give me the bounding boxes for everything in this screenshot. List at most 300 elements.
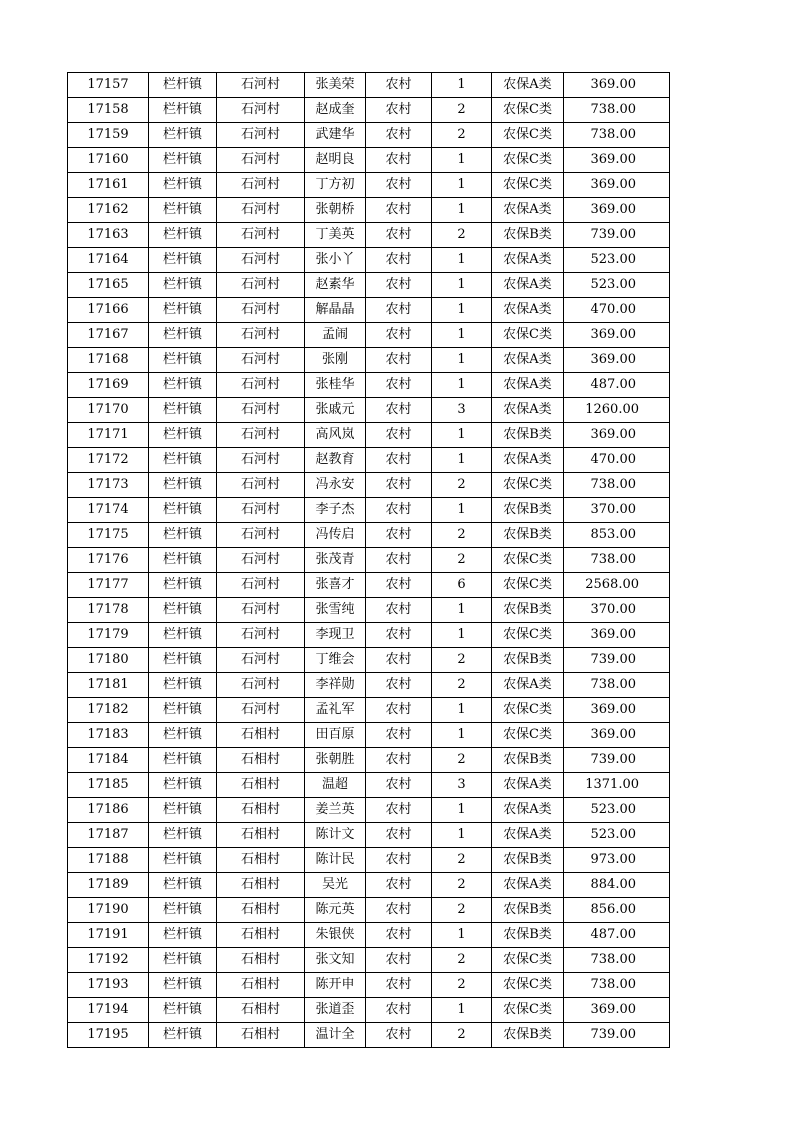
name-cell: 解晶晶	[305, 298, 366, 323]
type-cell: 农村	[366, 248, 432, 273]
type-cell: 农村	[366, 998, 432, 1023]
amount-cell: 523.00	[564, 248, 670, 273]
amount-cell: 2568.00	[564, 573, 670, 598]
type-cell: 农村	[366, 698, 432, 723]
village-cell: 石河村	[217, 673, 305, 698]
table-row	[68, 548, 670, 573]
serial-cell: 17166	[68, 298, 149, 323]
amount-cell: 369.00	[564, 323, 670, 348]
serial-cell: 17158	[68, 98, 149, 123]
category-cell: 农保C类	[492, 948, 564, 973]
village-cell: 石相村	[217, 748, 305, 773]
name-cell: 张桂华	[305, 373, 366, 398]
table-row	[68, 148, 670, 173]
type-cell: 农村	[366, 348, 432, 373]
town-cell: 栏杆镇	[149, 673, 217, 698]
count-cell: 1	[432, 798, 492, 823]
table-row	[68, 348, 670, 373]
town-cell: 栏杆镇	[149, 873, 217, 898]
amount-cell: 370.00	[564, 498, 670, 523]
category-cell: 农保C类	[492, 623, 564, 648]
count-cell: 2	[432, 123, 492, 148]
serial-cell: 17190	[68, 898, 149, 923]
category-cell: 农保B类	[492, 1023, 564, 1048]
count-cell: 2	[432, 648, 492, 673]
serial-cell: 17167	[68, 323, 149, 348]
serial-cell: 17182	[68, 698, 149, 723]
serial-cell: 17192	[68, 948, 149, 973]
count-cell: 1	[432, 723, 492, 748]
serial-cell: 17180	[68, 648, 149, 673]
name-cell: 张朝桥	[305, 198, 366, 223]
amount-cell: 369.00	[564, 148, 670, 173]
type-cell: 农村	[366, 848, 432, 873]
count-cell: 1	[432, 448, 492, 473]
category-cell: 农保A类	[492, 248, 564, 273]
table-row	[68, 373, 670, 398]
type-cell: 农村	[366, 773, 432, 798]
type-cell: 农村	[366, 748, 432, 773]
count-cell: 2	[432, 523, 492, 548]
type-cell: 农村	[366, 473, 432, 498]
type-cell: 农村	[366, 798, 432, 823]
name-cell: 李子杰	[305, 498, 366, 523]
village-cell: 石相村	[217, 948, 305, 973]
town-cell: 栏杆镇	[149, 923, 217, 948]
category-cell: 农保B类	[492, 898, 564, 923]
category-cell: 农保A类	[492, 823, 564, 848]
village-cell: 石河村	[217, 623, 305, 648]
count-cell: 1	[432, 373, 492, 398]
type-cell: 农村	[366, 648, 432, 673]
amount-cell: 369.00	[564, 348, 670, 373]
name-cell: 张小丫	[305, 248, 366, 273]
type-cell: 农村	[366, 673, 432, 698]
type-cell: 农村	[366, 98, 432, 123]
type-cell: 农村	[366, 448, 432, 473]
amount-cell: 369.00	[564, 623, 670, 648]
type-cell: 农村	[366, 223, 432, 248]
serial-cell: 17183	[68, 723, 149, 748]
count-cell: 1	[432, 248, 492, 273]
serial-cell: 17184	[68, 748, 149, 773]
amount-cell: 369.00	[564, 723, 670, 748]
type-cell: 农村	[366, 573, 432, 598]
town-cell: 栏杆镇	[149, 123, 217, 148]
name-cell: 温超	[305, 773, 366, 798]
name-cell: 孟闹	[305, 323, 366, 348]
type-cell: 农村	[366, 923, 432, 948]
serial-cell: 17159	[68, 123, 149, 148]
category-cell: 农保C类	[492, 473, 564, 498]
serial-cell: 17168	[68, 348, 149, 373]
name-cell: 丁方初	[305, 173, 366, 198]
serial-cell: 17162	[68, 198, 149, 223]
town-cell: 栏杆镇	[149, 298, 217, 323]
village-cell: 石相村	[217, 723, 305, 748]
table-row	[68, 198, 670, 223]
amount-cell: 856.00	[564, 898, 670, 923]
serial-cell: 17178	[68, 598, 149, 623]
name-cell: 陈开申	[305, 973, 366, 998]
type-cell: 农村	[366, 1023, 432, 1048]
name-cell: 田百原	[305, 723, 366, 748]
town-cell: 栏杆镇	[149, 398, 217, 423]
table-row	[68, 998, 670, 1023]
town-cell: 栏杆镇	[149, 773, 217, 798]
village-cell: 石河村	[217, 298, 305, 323]
village-cell: 石相村	[217, 773, 305, 798]
category-cell: 农保A类	[492, 448, 564, 473]
village-cell: 石河村	[217, 523, 305, 548]
town-cell: 栏杆镇	[149, 348, 217, 373]
village-cell: 石河村	[217, 148, 305, 173]
town-cell: 栏杆镇	[149, 498, 217, 523]
town-cell: 栏杆镇	[149, 173, 217, 198]
table-row	[68, 173, 670, 198]
amount-cell: 739.00	[564, 648, 670, 673]
village-cell: 石河村	[217, 598, 305, 623]
table-row	[68, 98, 670, 123]
amount-cell: 739.00	[564, 748, 670, 773]
count-cell: 1	[432, 73, 492, 98]
village-cell: 石河村	[217, 573, 305, 598]
category-cell: 农保C类	[492, 548, 564, 573]
category-cell: 农保A类	[492, 373, 564, 398]
name-cell: 冯传启	[305, 523, 366, 548]
category-cell: 农保C类	[492, 323, 564, 348]
village-cell: 石河村	[217, 498, 305, 523]
town-cell: 栏杆镇	[149, 973, 217, 998]
name-cell: 陈计文	[305, 823, 366, 848]
village-cell: 石相村	[217, 1023, 305, 1048]
type-cell: 农村	[366, 498, 432, 523]
data-table	[67, 72, 670, 1048]
village-cell: 石相村	[217, 848, 305, 873]
amount-cell: 369.00	[564, 423, 670, 448]
name-cell: 陈元英	[305, 898, 366, 923]
table-row	[68, 398, 670, 423]
table-row	[68, 823, 670, 848]
town-cell: 栏杆镇	[149, 598, 217, 623]
town-cell: 栏杆镇	[149, 848, 217, 873]
count-cell: 1	[432, 823, 492, 848]
category-cell: 农保B类	[492, 223, 564, 248]
village-cell: 石河村	[217, 473, 305, 498]
amount-cell: 853.00	[564, 523, 670, 548]
category-cell: 农保B类	[492, 848, 564, 873]
name-cell: 赵成奎	[305, 98, 366, 123]
table-row	[68, 773, 670, 798]
amount-cell: 738.00	[564, 973, 670, 998]
village-cell: 石河村	[217, 348, 305, 373]
category-cell: 农保B类	[492, 523, 564, 548]
town-cell: 栏杆镇	[149, 198, 217, 223]
serial-cell: 17179	[68, 623, 149, 648]
type-cell: 农村	[366, 723, 432, 748]
name-cell: 张朝胜	[305, 748, 366, 773]
name-cell: 冯永安	[305, 473, 366, 498]
category-cell: 农保B类	[492, 498, 564, 523]
amount-cell: 369.00	[564, 173, 670, 198]
table-body	[68, 73, 670, 1048]
count-cell: 2	[432, 673, 492, 698]
amount-cell: 523.00	[564, 798, 670, 823]
name-cell: 张文知	[305, 948, 366, 973]
table-row	[68, 523, 670, 548]
table-row	[68, 223, 670, 248]
category-cell: 农保C类	[492, 973, 564, 998]
table-row	[68, 973, 670, 998]
category-cell: 农保C类	[492, 573, 564, 598]
table-row	[68, 748, 670, 773]
village-cell: 石河村	[217, 123, 305, 148]
name-cell: 李现卫	[305, 623, 366, 648]
town-cell: 栏杆镇	[149, 948, 217, 973]
serial-cell: 17195	[68, 1023, 149, 1048]
village-cell: 石相村	[217, 798, 305, 823]
table-row	[68, 648, 670, 673]
category-cell: 农保B类	[492, 648, 564, 673]
village-cell: 石河村	[217, 548, 305, 573]
count-cell: 2	[432, 548, 492, 573]
amount-cell: 487.00	[564, 373, 670, 398]
count-cell: 1	[432, 348, 492, 373]
count-cell: 2	[432, 98, 492, 123]
town-cell: 栏杆镇	[149, 623, 217, 648]
village-cell: 石河村	[217, 173, 305, 198]
category-cell: 农保C类	[492, 98, 564, 123]
village-cell: 石相村	[217, 873, 305, 898]
table-row	[68, 898, 670, 923]
amount-cell: 738.00	[564, 473, 670, 498]
count-cell: 1	[432, 998, 492, 1023]
village-cell: 石相村	[217, 923, 305, 948]
table-row	[68, 298, 670, 323]
table-row	[68, 598, 670, 623]
name-cell: 赵素华	[305, 273, 366, 298]
town-cell: 栏杆镇	[149, 723, 217, 748]
count-cell: 2	[432, 973, 492, 998]
town-cell: 栏杆镇	[149, 1023, 217, 1048]
table-row	[68, 673, 670, 698]
serial-cell: 17188	[68, 848, 149, 873]
name-cell: 张美荣	[305, 73, 366, 98]
name-cell: 丁美英	[305, 223, 366, 248]
count-cell: 2	[432, 748, 492, 773]
category-cell: 农保A类	[492, 798, 564, 823]
count-cell: 1	[432, 923, 492, 948]
town-cell: 栏杆镇	[149, 98, 217, 123]
serial-cell: 17193	[68, 973, 149, 998]
type-cell: 农村	[366, 623, 432, 648]
table-row	[68, 323, 670, 348]
category-cell: 农保C类	[492, 998, 564, 1023]
type-cell: 农村	[366, 898, 432, 923]
table-row	[68, 798, 670, 823]
name-cell: 姜兰英	[305, 798, 366, 823]
amount-cell: 1371.00	[564, 773, 670, 798]
village-cell: 石河村	[217, 273, 305, 298]
serial-cell: 17174	[68, 498, 149, 523]
type-cell: 农村	[366, 973, 432, 998]
count-cell: 1	[432, 323, 492, 348]
serial-cell: 17176	[68, 548, 149, 573]
name-cell: 张戚元	[305, 398, 366, 423]
name-cell: 孟礼军	[305, 698, 366, 723]
name-cell: 赵教育	[305, 448, 366, 473]
category-cell: 农保A类	[492, 198, 564, 223]
amount-cell: 369.00	[564, 998, 670, 1023]
amount-cell: 470.00	[564, 448, 670, 473]
count-cell: 6	[432, 573, 492, 598]
amount-cell: 884.00	[564, 873, 670, 898]
type-cell: 农村	[366, 373, 432, 398]
town-cell: 栏杆镇	[149, 648, 217, 673]
town-cell: 栏杆镇	[149, 73, 217, 98]
count-cell: 3	[432, 773, 492, 798]
village-cell: 石河村	[217, 73, 305, 98]
village-cell: 石河村	[217, 248, 305, 273]
village-cell: 石河村	[217, 323, 305, 348]
type-cell: 农村	[366, 948, 432, 973]
town-cell: 栏杆镇	[149, 523, 217, 548]
name-cell: 张刚	[305, 348, 366, 373]
name-cell: 陈计民	[305, 848, 366, 873]
serial-cell: 17186	[68, 798, 149, 823]
serial-cell: 17163	[68, 223, 149, 248]
serial-cell: 17161	[68, 173, 149, 198]
amount-cell: 739.00	[564, 1023, 670, 1048]
name-cell: 赵明良	[305, 148, 366, 173]
category-cell: 农保A类	[492, 348, 564, 373]
table-row	[68, 248, 670, 273]
category-cell: 农保C类	[492, 148, 564, 173]
town-cell: 栏杆镇	[149, 448, 217, 473]
table-row	[68, 948, 670, 973]
category-cell: 农保B类	[492, 748, 564, 773]
serial-cell: 17181	[68, 673, 149, 698]
amount-cell: 738.00	[564, 548, 670, 573]
table-row	[68, 73, 670, 98]
village-cell: 石河村	[217, 448, 305, 473]
village-cell: 石河村	[217, 648, 305, 673]
type-cell: 农村	[366, 398, 432, 423]
count-cell: 2	[432, 473, 492, 498]
name-cell: 吴光	[305, 873, 366, 898]
type-cell: 农村	[366, 523, 432, 548]
count-cell: 1	[432, 198, 492, 223]
table-row	[68, 498, 670, 523]
table-row	[68, 923, 670, 948]
name-cell: 张雪纯	[305, 598, 366, 623]
count-cell: 1	[432, 498, 492, 523]
category-cell: 农保B类	[492, 923, 564, 948]
town-cell: 栏杆镇	[149, 373, 217, 398]
count-cell: 2	[432, 1023, 492, 1048]
serial-cell: 17160	[68, 148, 149, 173]
type-cell: 农村	[366, 198, 432, 223]
type-cell: 农村	[366, 148, 432, 173]
type-cell: 农村	[366, 323, 432, 348]
town-cell: 栏杆镇	[149, 148, 217, 173]
amount-cell: 973.00	[564, 848, 670, 873]
count-cell: 1	[432, 623, 492, 648]
serial-cell: 17175	[68, 523, 149, 548]
count-cell: 2	[432, 848, 492, 873]
serial-cell: 17157	[68, 73, 149, 98]
serial-cell: 17170	[68, 398, 149, 423]
category-cell: 农保A类	[492, 73, 564, 98]
name-cell: 张喜才	[305, 573, 366, 598]
serial-cell: 17173	[68, 473, 149, 498]
category-cell: 农保A类	[492, 273, 564, 298]
table-row	[68, 573, 670, 598]
amount-cell: 470.00	[564, 298, 670, 323]
table-row	[68, 473, 670, 498]
town-cell: 栏杆镇	[149, 573, 217, 598]
name-cell: 张道歪	[305, 998, 366, 1023]
serial-cell: 17189	[68, 873, 149, 898]
category-cell: 农保A类	[492, 773, 564, 798]
serial-cell: 17194	[68, 998, 149, 1023]
serial-cell: 17185	[68, 773, 149, 798]
type-cell: 农村	[366, 298, 432, 323]
amount-cell: 370.00	[564, 598, 670, 623]
table-row	[68, 448, 670, 473]
amount-cell: 1260.00	[564, 398, 670, 423]
town-cell: 栏杆镇	[149, 748, 217, 773]
serial-cell: 17165	[68, 273, 149, 298]
category-cell: 农保C类	[492, 723, 564, 748]
count-cell: 3	[432, 398, 492, 423]
town-cell: 栏杆镇	[149, 898, 217, 923]
amount-cell: 487.00	[564, 923, 670, 948]
count-cell: 2	[432, 873, 492, 898]
category-cell: 农保A类	[492, 398, 564, 423]
serial-cell: 17191	[68, 923, 149, 948]
table-row	[68, 123, 670, 148]
category-cell: 农保C类	[492, 123, 564, 148]
count-cell: 2	[432, 223, 492, 248]
amount-cell: 738.00	[564, 123, 670, 148]
village-cell: 石相村	[217, 823, 305, 848]
name-cell: 朱银侠	[305, 923, 366, 948]
count-cell: 1	[432, 298, 492, 323]
type-cell: 农村	[366, 873, 432, 898]
count-cell: 1	[432, 423, 492, 448]
amount-cell: 369.00	[564, 198, 670, 223]
count-cell: 2	[432, 898, 492, 923]
village-cell: 石相村	[217, 898, 305, 923]
type-cell: 农村	[366, 423, 432, 448]
amount-cell: 369.00	[564, 698, 670, 723]
table-row	[68, 723, 670, 748]
amount-cell: 738.00	[564, 673, 670, 698]
amount-cell: 369.00	[564, 73, 670, 98]
serial-cell: 17177	[68, 573, 149, 598]
village-cell: 石河村	[217, 98, 305, 123]
count-cell: 1	[432, 698, 492, 723]
town-cell: 栏杆镇	[149, 223, 217, 248]
village-cell: 石河村	[217, 423, 305, 448]
category-cell: 农保C类	[492, 173, 564, 198]
amount-cell: 523.00	[564, 273, 670, 298]
amount-cell: 738.00	[564, 98, 670, 123]
village-cell: 石河村	[217, 398, 305, 423]
name-cell: 高风岚	[305, 423, 366, 448]
table-row	[68, 423, 670, 448]
